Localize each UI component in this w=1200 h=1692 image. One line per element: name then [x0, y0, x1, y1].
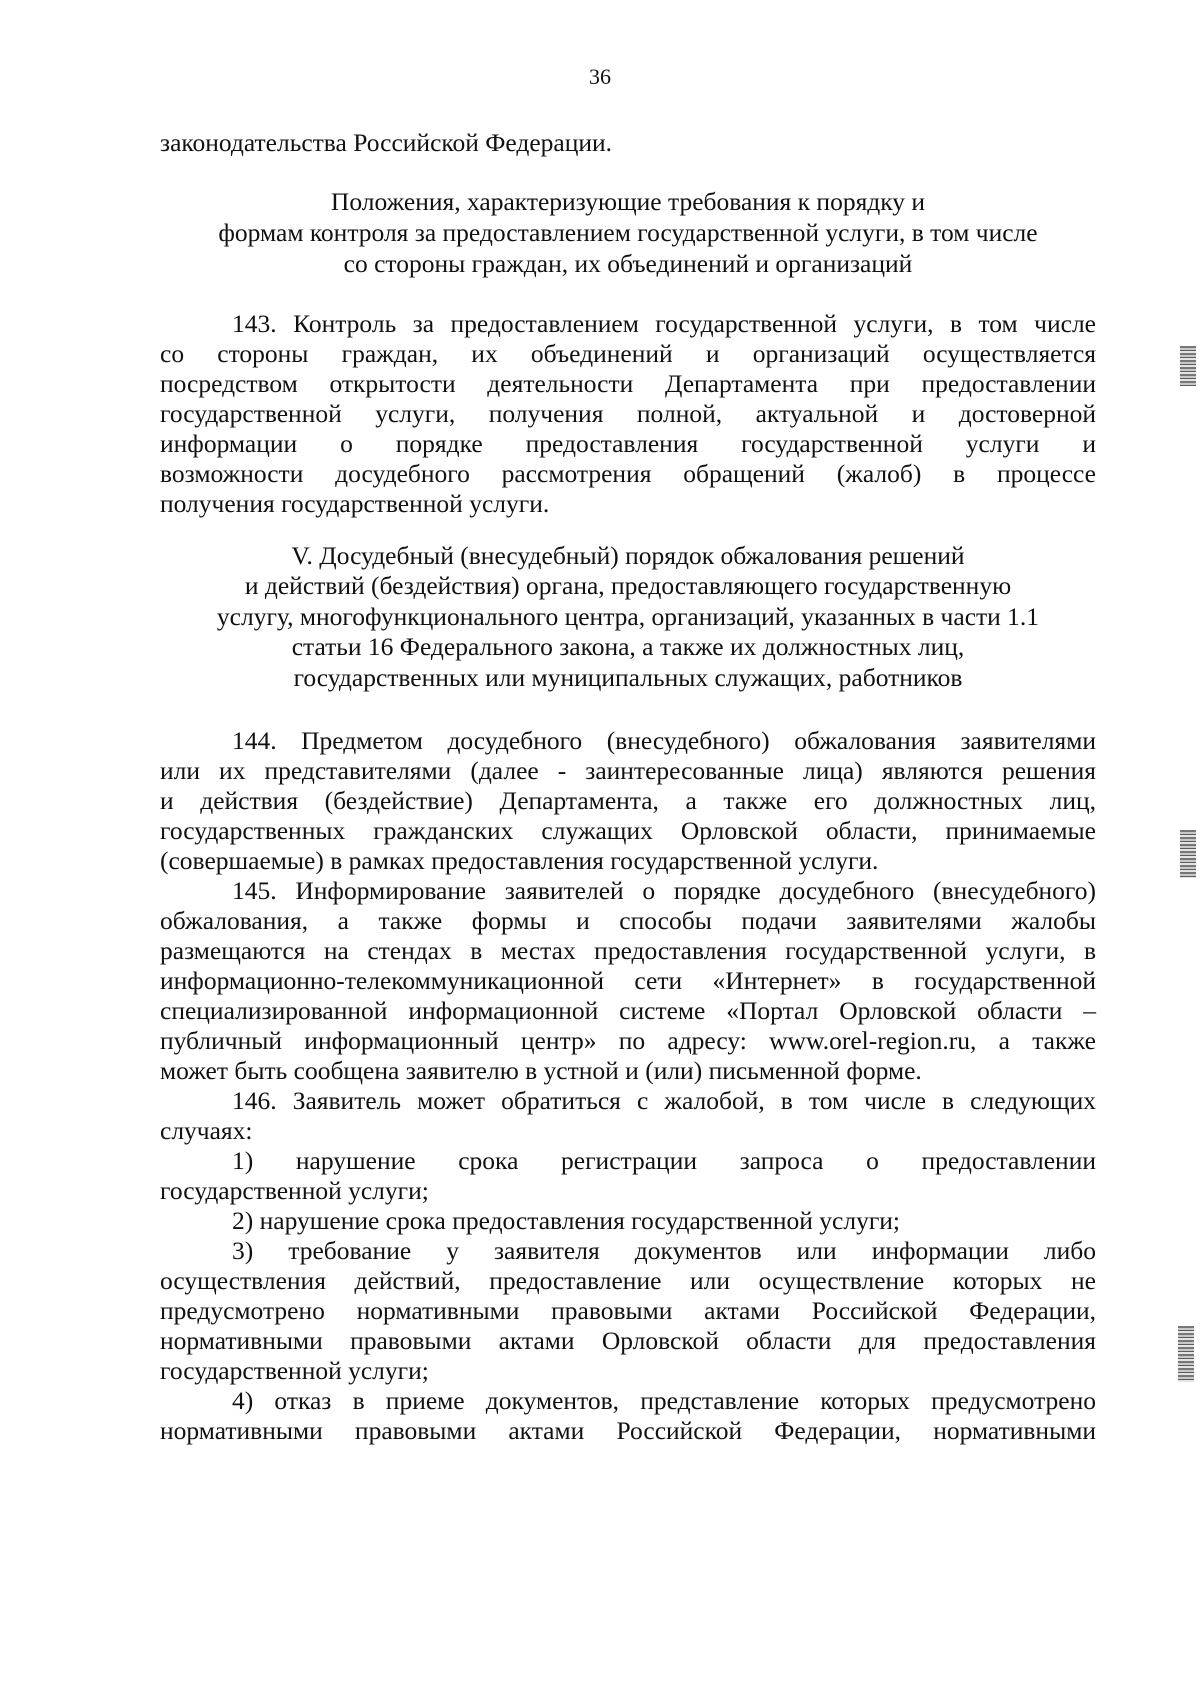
scan-artifact	[1180, 830, 1196, 878]
paragraph-line: 144. Предметом досудебного (внесудебного) обжалования заявителями	[232, 726, 1096, 755]
paragraph-line: получения государственной услуги.	[160, 489, 550, 518]
paragraph-line: осуществления действий, предоставление или осуществление которых не	[160, 1266, 1096, 1295]
paragraph-146	[160, 1086, 1096, 1446]
paragraph-line: или их представителями (далее - заинтересованные лица) являются решения	[160, 756, 1096, 785]
paragraph-line: предусмотрено нормативными правовыми актами Российской Федерации,	[160, 1296, 1096, 1325]
paragraph-line: государственных гражданских служащих Орловской области, принимаемые	[160, 816, 1096, 845]
paragraph-line: специализированной информационной системе «Портал Орловской области –	[160, 996, 1096, 1025]
paragraph-line: государственной услуги;	[160, 1356, 429, 1385]
paragraph-line: 143. Контроль за предоставлением государственной услуги, в том числе	[232, 309, 1096, 338]
paragraph-line: посредством открытости деятельности Департамента при предоставлении	[160, 369, 1096, 398]
list-item-4: 4) отказ в приеме документов, представление которых предусмотрено	[232, 1386, 1096, 1415]
heading-line: Положения, характеризующие требования к порядку и	[330, 187, 926, 216]
paragraph-line: случаях:	[160, 1116, 253, 1145]
paragraph-line: (совершаемые) в рамках предоставления государственной услуги.	[160, 846, 879, 875]
paragraph-line: размещаются на стендах в местах предоставления государственной услуги, в	[160, 936, 1096, 965]
heading-line: услугу, многофункционального центра, организаций, указанных в части 1.1	[216, 601, 1040, 631]
scan-artifact	[1180, 346, 1196, 386]
paragraph-144	[160, 726, 1096, 876]
heading-line: и действий (бездействия) органа, предоставляющего государственную	[244, 571, 1012, 601]
paragraph-line: обжалования, а также формы и способы подачи заявителями жалобы	[160, 906, 1096, 935]
paragraph-line: публичный информационный центр» по адресу: www.orel-region.ru, а также	[160, 1026, 1096, 1055]
paragraph-145	[160, 876, 1096, 1086]
list-item-1: 1) нарушение срока регистрации запроса о предоставлении	[232, 1146, 1096, 1175]
paragraph-line: информации о порядке предоставления государственной услуги и	[160, 429, 1096, 458]
paragraph-line: информационно-телекоммуникационной сети «Интернет» в государственной	[160, 966, 1096, 995]
scan-artifact	[1178, 1326, 1194, 1382]
heading-line: статьи 16 Федерального закона, а также их должностных лиц,	[291, 632, 965, 662]
paragraph-line: государственной услуги;	[160, 1176, 429, 1205]
heading-line: формам контроля за предоставлением государственной услуги, в том числе	[218, 218, 1038, 247]
paragraph-line: и действия (бездействие) Департамента, а также его должностных лиц,	[160, 786, 1096, 815]
page-number: 36	[589, 64, 611, 89]
section-heading-control	[160, 186, 1096, 279]
heading-line: со стороны граждан, их объединений и организаций	[343, 249, 913, 278]
paragraph-143	[160, 309, 1096, 519]
intro-line: законодательства Российской Федерации.	[160, 128, 613, 157]
list-item-2: 2) нарушение срока предоставления государственной услуги;	[232, 1206, 901, 1235]
paragraph-line: со стороны граждан, их объединений и организаций осуществляется	[160, 339, 1096, 368]
paragraph-line: 145. Информирование заявителей о порядке досудебного (внесудебного)	[232, 876, 1096, 905]
paragraph-line: государственной услуги, получения полной, актуальной и достоверной	[160, 399, 1096, 428]
heading-line: государственных или муниципальных служащих, работников	[293, 662, 963, 692]
paragraph-line: нормативными правовыми актами Российской Федерации, нормативными	[160, 1416, 1096, 1445]
heading-line: V. Досудебный (внесудебный) порядок обжалования решений	[291, 541, 965, 570]
intro-line-block	[160, 128, 1096, 158]
list-item-3: 3) требование у заявителя документов или информации либо	[232, 1236, 1096, 1265]
paragraph-line: может быть сообщена заявителю в устной и (или) письменной форме.	[160, 1056, 922, 1085]
section-heading-v	[160, 541, 1096, 693]
paragraph-line: нормативными правовыми актами Орловской области для предоставления	[160, 1326, 1096, 1355]
paragraph-line: 146. Заявитель может обратиться с жалобой, в том числе в следующих	[232, 1086, 1096, 1115]
paragraph-line: возможности досудебного рассмотрения обращений (жалоб) в процессе	[160, 459, 1096, 488]
